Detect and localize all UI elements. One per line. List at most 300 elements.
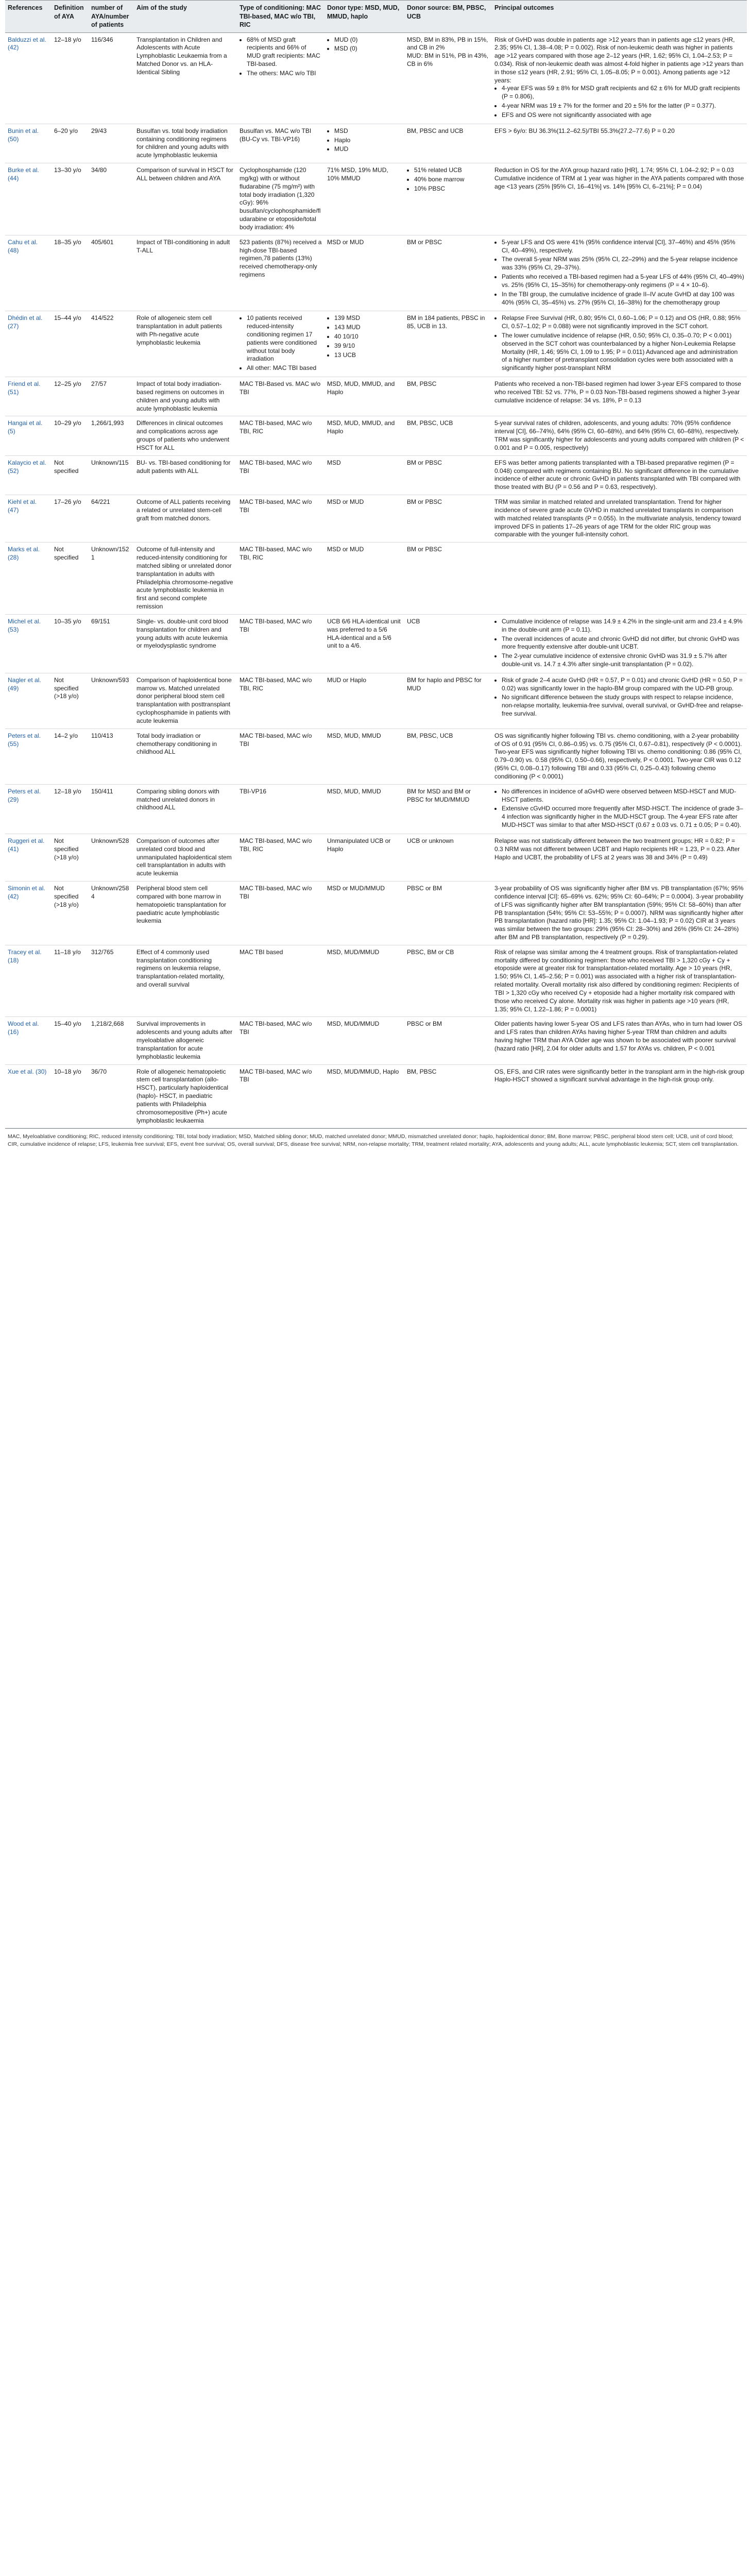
column-header: Aim of the study xyxy=(134,1,237,33)
patient-count-cell xyxy=(89,614,134,673)
conditioning-cell xyxy=(237,495,324,543)
conditioning-cell xyxy=(237,834,324,881)
cell-text: Reduction in OS for the AYA group hazard ratio [HR], 1.74; 95% CI, 1.04–2.92; P = 0.03 Cumulative incidence of TRM at 1 year was higher in the AYA patients compared with those age <13 years (25% [95% CI, 16–41%] vs. 14% [95% CI, 6–21%]; P = 0.04) xyxy=(494,166,744,190)
cell-text: MSD, BM in 83%, PB in 15%, and CB in 2% MUD: BM in 51%, PB in 43%, CB in 6% xyxy=(407,36,489,67)
cell-list-item: • 139 MSD xyxy=(334,314,402,323)
cell-text: Unmanipulated UCB or Haplo xyxy=(327,837,391,853)
header-row xyxy=(5,1,747,33)
cell-text: BM for MSD and BM or PBSC for MUD/MMUD xyxy=(407,787,471,803)
studies-table xyxy=(5,0,747,1128)
cell-list-item: • MSD xyxy=(334,127,402,135)
cell-list-item: • Haplo xyxy=(334,137,402,145)
reference-link[interactable]: Michel et al. (53) xyxy=(8,617,41,633)
table-row xyxy=(5,1064,747,1128)
table-row xyxy=(5,455,747,495)
cell-text: PBSC or BM xyxy=(407,885,442,892)
outcomes-cell xyxy=(492,1017,747,1064)
cell-text: MAC TBI-based, MAC w/o TBI xyxy=(240,732,312,748)
aya-definition-cell xyxy=(52,834,89,881)
outcomes-cell xyxy=(492,673,747,728)
cell-text: 12–18 y/o xyxy=(54,36,81,43)
cell-text: 27/57 xyxy=(91,380,107,388)
reference-link[interactable]: Cahu et al. (48) xyxy=(8,238,38,254)
cell-text: 29/43 xyxy=(91,127,107,134)
cell-text: MSD, MUD/MMUD xyxy=(327,948,380,956)
table-row xyxy=(5,163,747,235)
cell-text: MAC TBI-based, MAC w/o TBI, RIC xyxy=(240,419,312,435)
aya-definition-cell xyxy=(52,32,89,124)
column-header: References xyxy=(5,1,52,33)
cell-list-item: • EFS and OS were not significantly associated with age xyxy=(502,111,744,120)
donor-source-cell xyxy=(404,1064,492,1128)
study-aim-cell xyxy=(134,614,237,673)
reference-link[interactable]: Kiehl et al. (47) xyxy=(8,498,37,514)
reference-cell[interactable] xyxy=(5,673,52,728)
patient-count-cell xyxy=(89,543,134,615)
cell-text: BM or PBSC xyxy=(407,459,442,466)
cell-text: 5-year survival rates of children, adolescents, and young adults: 70% (95% confidence interval [CI], 66–74%), 64% (95% CI, 60–68%), and 64% (95% CI, 60–68%), respectively. TRM was significantly higher for adolescents and young adults compared with children (P < 0.001 and P = 0.005, respectively) xyxy=(494,419,744,451)
donor-source-cell xyxy=(404,124,492,163)
conditioning-cell xyxy=(237,124,324,163)
conditioning-cell xyxy=(237,614,324,673)
reference-cell[interactable] xyxy=(5,543,52,615)
cell-text: MAC TBI-based, MAC w/o TBI, RIC xyxy=(240,837,312,853)
donor-type-cell xyxy=(324,455,404,495)
cell-text: Busulfan vs. MAC w/o TBI (BU-Cy vs. TBI-VP16) xyxy=(240,127,312,143)
donor-type-cell xyxy=(324,377,404,416)
aya-definition-cell xyxy=(52,673,89,728)
reference-cell[interactable] xyxy=(5,1064,52,1128)
patient-count-cell xyxy=(89,311,134,377)
study-aim-cell xyxy=(134,784,237,834)
aya-definition-cell xyxy=(52,945,89,1017)
cell-list-item: • MSD (0) xyxy=(334,45,402,53)
outcome-text: Risk of GvHD was double in patients age >12 years than in patients age ≤12 years (HR, 2.35; 95% CI, 1.38–4.08; P = 0.002). Risk of non-leukemic death was higher in patients age >12 years compared with those age 2–12 years (HR, 1.62; 95% CI, 1.04–2.53; P = 0.034). Risk of non-leukemic death was almost 4-fold higher in patients age >12 years than in those ≤12 years (HR, 2.91; 95% CI, 1.05–8.05; P = 0.001). Among patients age >12 years: xyxy=(494,36,744,84)
cell-list-item: • The lower cumulative incidence of relapse (HR, 0.50; 95% CI, 0.35–0.70; P < 0.001) observed in the SCT cohort was counterbalanced by a higher Non-Leukemia Relapse Mortality (HR, 1.46; 95% CI, 1.09 to 1.95; P = 0.011) Advanced age and administration of a higher number of pretransplant consolidation cycles were both associated with a significantly higher post-transplant NRM xyxy=(502,332,744,372)
cell-text: Effect of 4 commonly used transplantation conditioning regimens on leukemia relapse, transplantation-related mortality, and overall survival xyxy=(136,948,225,989)
reference-cell[interactable] xyxy=(5,784,52,834)
outcomes-cell xyxy=(492,32,747,124)
conditioning-cell xyxy=(237,32,324,124)
conditioning-cell xyxy=(237,543,324,615)
aya-definition-cell xyxy=(52,784,89,834)
cell-text: 523 patients (87%) received a high-dose TBI-based regimen,78 patients (13%) received chemotherapy-only regimens xyxy=(240,238,322,279)
cell-text: Unknown/528 xyxy=(91,837,129,844)
cell-text: MSD or MUD xyxy=(327,498,364,506)
column-header: Donor source: BM, PBSC, UCB xyxy=(404,1,492,33)
outcomes-cell xyxy=(492,1064,747,1128)
conditioning-cell xyxy=(237,416,324,455)
reference-link[interactable]: Nagler et al. (49) xyxy=(8,676,41,692)
outcomes-cell xyxy=(492,416,747,455)
donor-source-cell xyxy=(404,311,492,377)
cell-text: MSD or MUD xyxy=(327,238,364,246)
cell-text: 69/151 xyxy=(91,617,110,625)
cell-text: BM for haplo and PBSC for MUD xyxy=(407,676,482,692)
conditioning-cell xyxy=(237,784,324,834)
cell-text: Comparing sibling donors with matched unrelated donors in childhood ALL xyxy=(136,787,219,811)
cell-list-item: • Relapse Free Survival (HR, 0.80; 95% CI, 0.60–1.06; P = 0.12) and OS (HR, 0.88; 95% CI, 0.57–1.02; P = 0.088) were not significantly improved in the SCT cohort. xyxy=(502,314,744,331)
cell-text: EFS was better among patients transplanted with a TBI-based preparative regimen (P = 0.048) compared with regimens containing BU. No significant difference in the cumulative incidence of either acute or chronic GvHD in patients transplanted with TBI compared with those treated with BU (P = 0.56 and P = 0.63, respectively). xyxy=(494,459,741,491)
patient-count-cell xyxy=(89,416,134,455)
donor-source-cell xyxy=(404,834,492,881)
cell-text: Comparison of survival in HSCT for ALL between children and AYA xyxy=(136,166,233,182)
patient-count-cell xyxy=(89,32,134,124)
cell-text: Outcome of ALL patients receiving a related or unrelated stem-cell graft from matched donors. xyxy=(136,498,231,522)
study-aim-cell xyxy=(134,32,237,124)
donor-type-cell xyxy=(324,32,404,124)
cell-list-item: • 10% PBSC xyxy=(414,185,489,193)
cell-text: BM or PBSC xyxy=(407,498,442,506)
study-aim-cell xyxy=(134,543,237,615)
cell-text: 312/765 xyxy=(91,948,114,956)
cell-text: 11–18 y/o xyxy=(54,948,81,956)
donor-source-cell xyxy=(404,945,492,1017)
conditioning-cell xyxy=(237,673,324,728)
cell-text: EFS > 6y/o: BU 36.3%(11.2–62.5)/TBI 55.3%(27.2–77.6) P = 0.20 xyxy=(494,127,675,134)
outcomes-cell xyxy=(492,834,747,881)
cell-list-item: • 39 9/10 xyxy=(334,342,402,350)
reference-link[interactable]: Marks et al. (28) xyxy=(8,546,40,562)
outcomes-cell xyxy=(492,124,747,163)
aya-definition-cell xyxy=(52,377,89,416)
cell-text: 14–2 y/o xyxy=(54,732,78,739)
cell-list-item: • Patients who received a TBI-based regimen had a 5-year LFS of 44% (95% CI, 40–49%) vs. 25% (95% CI, 15–35%) for chemotherapy-only regimens (P = 4 × 10–6). xyxy=(502,273,744,290)
study-aim-cell xyxy=(134,235,237,311)
aya-definition-cell xyxy=(52,543,89,615)
aya-definition-cell xyxy=(52,163,89,235)
cell-text: MSD or MUD/MMUD xyxy=(327,885,385,892)
cell-list-item: • The overall 5-year NRM was 25% (95% CI, 22–29%) and the 5-year relapse incidence was 33% (95% CI, 29–37%). xyxy=(502,256,744,272)
donor-source-cell xyxy=(404,728,492,784)
table-row xyxy=(5,945,747,1017)
donor-type-cell xyxy=(324,728,404,784)
table-row xyxy=(5,728,747,784)
donor-source-cell xyxy=(404,495,492,543)
table-row xyxy=(5,784,747,834)
table-row xyxy=(5,311,747,377)
cell-text: OS, EFS, and CIR rates were significantly better in the transplant arm in the high-risk group Haplo-HSCT showed a significant survival advantage in the high-risk group only. xyxy=(494,1067,744,1083)
cell-text: MAC TBI-based, MAC w/o TBI xyxy=(240,459,312,474)
cell-text: Total body irradiation or chemotherapy conditioning in childhood ALL xyxy=(136,732,217,756)
cell-text: MAC TBI based xyxy=(240,948,283,956)
reference-cell[interactable] xyxy=(5,377,52,416)
cell-list-item: • 13 UCB xyxy=(334,351,402,360)
study-aim-cell xyxy=(134,834,237,881)
donor-source-cell xyxy=(404,235,492,311)
reference-cell[interactable] xyxy=(5,32,52,124)
aya-definition-cell xyxy=(52,728,89,784)
aya-definition-cell xyxy=(52,455,89,495)
cell-text: 15–44 y/o xyxy=(54,314,81,322)
reference-link[interactable]: Friend et al. (51) xyxy=(8,380,41,396)
cell-text: 110/413 xyxy=(91,732,113,739)
cell-text: BM or PBSC xyxy=(407,546,442,553)
aya-definition-cell xyxy=(52,495,89,543)
table-row xyxy=(5,124,747,163)
reference-link[interactable]: Peters et al. (29) xyxy=(8,787,41,803)
table-row xyxy=(5,614,747,673)
table-row xyxy=(5,495,747,543)
reference-cell[interactable] xyxy=(5,163,52,235)
patient-count-cell xyxy=(89,495,134,543)
reference-link[interactable]: Dhédin et al. (27) xyxy=(8,314,43,330)
cell-list-item: • The others: MAC w/o TBI xyxy=(247,70,322,78)
conditioning-cell xyxy=(237,945,324,1017)
table-row xyxy=(5,543,747,615)
reference-cell[interactable] xyxy=(5,235,52,311)
reference-link[interactable]: Burke et al. (44) xyxy=(8,166,39,182)
study-aim-cell xyxy=(134,1017,237,1064)
reference-link[interactable]: Hangai et al. (5) xyxy=(8,419,43,435)
cell-text: Peripheral blood stem cell compared with bone marrow in hematopoietic transplantation for paediatric acute lymphoblastic leukemia xyxy=(136,885,227,925)
cell-text: 405/601 xyxy=(91,238,114,246)
reference-cell[interactable] xyxy=(5,124,52,163)
cell-list-item: • All other: MAC TBI based xyxy=(247,364,322,372)
cell-text: MAC TBI-based, MAC w/o TBI xyxy=(240,617,312,633)
cell-list xyxy=(494,676,744,718)
reference-cell[interactable] xyxy=(5,728,52,784)
cell-list-item: • No differences in incidence of aGvHD were observed between MSD-HSCT and MUD-HSCT patients. xyxy=(502,788,744,804)
cell-text: MSD, MUD, MMUD xyxy=(327,787,381,795)
cell-text: 17–26 y/o xyxy=(54,498,81,506)
outcomes-cell xyxy=(492,784,747,834)
aya-definition-cell xyxy=(52,614,89,673)
cell-text: BM, PBSC xyxy=(407,1067,437,1075)
reference-cell[interactable] xyxy=(5,416,52,455)
donor-type-cell xyxy=(324,495,404,543)
donor-source-cell xyxy=(404,784,492,834)
column-header: number of AYA/number of patients xyxy=(89,1,134,33)
cell-text: PBSC or BM xyxy=(407,1020,442,1028)
cell-text: 36/70 xyxy=(91,1067,107,1075)
conditioning-cell xyxy=(237,1017,324,1064)
study-aim-cell xyxy=(134,377,237,416)
cell-list-item: • 40% bone marrow xyxy=(414,176,489,184)
cell-text: BU- vs. TBI-based conditioning for adult patients with ALL xyxy=(136,459,231,474)
study-aim-cell xyxy=(134,163,237,235)
cell-text: BM, PBSC xyxy=(407,380,437,388)
cell-text: 12–18 y/o xyxy=(54,787,81,795)
cell-text: Unknown/2584 xyxy=(91,885,129,900)
reference-cell[interactable] xyxy=(5,945,52,1017)
aya-definition-cell xyxy=(52,882,89,945)
cell-text: Unknown/593 xyxy=(91,676,129,684)
cell-text: 116/346 xyxy=(91,36,113,43)
cell-text: 71% MSD, 19% MUD, 10% MMUD xyxy=(327,166,388,182)
table-row xyxy=(5,834,747,881)
cell-list xyxy=(240,36,322,78)
cell-text: PBSC, BM or CB xyxy=(407,948,454,956)
cell-list xyxy=(494,618,744,669)
donor-type-cell xyxy=(324,543,404,615)
cell-text: UCB or unknown xyxy=(407,837,454,844)
outcomes-cell xyxy=(492,377,747,416)
column-header: Donor type: MSD, MUD, MMUD, haplo xyxy=(324,1,404,33)
table-container xyxy=(5,0,747,1153)
patient-count-cell xyxy=(89,1064,134,1128)
cell-text: MSD or MUD xyxy=(327,546,364,553)
cell-text: BM, PBSC, UCB xyxy=(407,732,453,739)
cell-list xyxy=(407,166,489,193)
aya-definition-cell xyxy=(52,235,89,311)
cell-text: Transplantation in Children and Adolescents with Acute Lymphoblastic Leukaemia from a Matched Donor vs. an HLA-Identical Sibling xyxy=(136,36,227,76)
reference-link[interactable]: Peters et al. (55) xyxy=(8,732,41,748)
reference-link[interactable]: Kalaycio et al. (52) xyxy=(8,459,46,474)
patient-count-cell xyxy=(89,945,134,1017)
study-aim-cell xyxy=(134,455,237,495)
table-row xyxy=(5,377,747,416)
cell-list-item: • 5-year LFS and OS were 41% (95% confidence interval [CI], 37–46%) and 45% (95% CI, 40–49%), respectively. xyxy=(502,239,744,255)
cell-text: Impact of TBI-conditioning in adult T-ALL xyxy=(136,238,230,254)
cell-text: 13–30 y/o xyxy=(54,166,81,174)
reference-cell[interactable] xyxy=(5,834,52,881)
column-header: Definition of AYA xyxy=(52,1,89,33)
cell-text: Outcome of full-intensity and reduced-intensity conditioning for matched sibling or unrelated donor transplantation in adults with Philadelphia chromosome-negative acute lymphoblastic leukemia in first and second complete remission xyxy=(136,546,233,611)
cell-text: 1,266/1,993 xyxy=(91,419,124,427)
study-aim-cell xyxy=(134,416,237,455)
cell-list xyxy=(494,239,744,307)
cell-text: Unknown/115 xyxy=(91,459,129,466)
cell-text: MSD, MUD, MMUD xyxy=(327,732,381,739)
patient-count-cell xyxy=(89,1017,134,1064)
cell-list xyxy=(494,84,744,119)
cell-text: OS was significantly higher following TBI vs. chemo conditioning, with a 2-year probability of OS of 0.91 (95% CI, 0.86–0.95) vs. 0.75 (95% CI, 0.67–0.81), respectively (P < 0.0001). Two-year EFS was significantly higher following TBI vs. chemo conditioning: 0.86 (95% CI, 0.79–0.90) vs. 0.58 (95% CI, 0.50–0.66), respectively, P < 0.0001. Two-year CIR was 0.12 (95% CI, 0.08–0.17) following TBI and 0.33 (95% CI, 0.25–0.43) following chemo conditioning (P < 0.0001) xyxy=(494,732,742,780)
study-aim-cell xyxy=(134,945,237,1017)
cell-text: Risk of relapse was similar among the 4 treatment groups. Risk of transplantation-related mortality differed by conditioning regimen: those who received TBI > 1,320 cGy + Cy + etoposide were at greater risk for transplantation-related mortality. Age > 10 years (HR, 1.50; 95% CI, 1.45–2.56; P = 0.001) was associated with a higher risk of transplantation-related mortality. Overall mortality risk also differed by conditioning regimen: Recipients of TBI > 1,320 cGy who received Cy + etoposide had a higher mortality risk compared with those who received Cy alone. Mortality risk was higher in patients age >10 years (HR, 1.35; 95% CI, 1.22–1.86; P = 0.0001) xyxy=(494,948,739,1013)
donor-source-cell xyxy=(404,673,492,728)
cell-list-item: • MUD (0) xyxy=(334,36,402,44)
donor-source-cell xyxy=(404,1017,492,1064)
reference-cell[interactable] xyxy=(5,455,52,495)
conditioning-cell xyxy=(237,163,324,235)
cell-text: BM, PBSC, UCB xyxy=(407,419,453,427)
cell-text: 1,218/2,668 xyxy=(91,1020,124,1028)
cell-text: MSD, MUD, MMUD, and Haplo xyxy=(327,380,395,396)
cell-text: MUD or Haplo xyxy=(327,676,367,684)
table-row xyxy=(5,416,747,455)
patient-count-cell xyxy=(89,882,134,945)
cell-list-item: • 10 patients received reduced-intensity conditioning regimen 17 patients were conditioned without total body irradiation xyxy=(247,314,322,363)
reference-link[interactable]: Xue et al. (30) xyxy=(8,1067,47,1075)
cell-list xyxy=(494,788,744,829)
cell-list-item: • 143 MUD xyxy=(334,324,402,332)
cell-text: Cyclophosphamide (120 mg/kg) with or without fludarabine (75 mg/m²) with total body irradiation (1,320 cGy): 96% busulfan/cyclophosphamide/fludarabine or etoposide/total body irradiation: 4% xyxy=(240,166,321,231)
study-aim-cell xyxy=(134,311,237,377)
cell-list xyxy=(327,127,402,154)
patient-count-cell xyxy=(89,784,134,834)
reference-link[interactable]: Tracey et al. (18) xyxy=(8,948,42,964)
reference-cell[interactable] xyxy=(5,1017,52,1064)
donor-type-cell xyxy=(324,311,404,377)
conditioning-cell xyxy=(237,455,324,495)
cell-text: Not specified (>18 y/o) xyxy=(54,837,79,861)
table-row xyxy=(5,235,747,311)
cell-text: MAC TBI-based, MAC w/o TBI xyxy=(240,1020,312,1036)
cell-text: BM, PBSC and UCB xyxy=(407,127,464,134)
study-aim-cell xyxy=(134,495,237,543)
reference-link[interactable]: Balduzzi et al. (42) xyxy=(8,36,46,52)
reference-cell[interactable] xyxy=(5,614,52,673)
outcomes-cell xyxy=(492,311,747,377)
cell-text: Unknown/1521 xyxy=(91,546,129,562)
donor-source-cell xyxy=(404,416,492,455)
cell-text: Not specified (>18 y/o) xyxy=(54,676,79,700)
reference-cell[interactable] xyxy=(5,495,52,543)
cell-list xyxy=(327,314,402,359)
patient-count-cell xyxy=(89,673,134,728)
cell-text: 10–29 y/o xyxy=(54,419,81,427)
cell-text: Differences in clinical outcomes and complications across age groups of patients who underwent HSCT for ALL xyxy=(136,419,230,451)
donor-type-cell xyxy=(324,235,404,311)
cell-text: 15–40 y/o xyxy=(54,1020,81,1028)
cell-text: MSD, MUD, MMUD, and Haplo xyxy=(327,419,395,435)
donor-type-cell xyxy=(324,1064,404,1128)
cell-text: MAC TBI-based, MAC w/o TBI xyxy=(240,1067,312,1083)
reference-link[interactable]: Wood et al. (16) xyxy=(8,1020,39,1036)
table-row xyxy=(5,32,747,124)
cell-list xyxy=(327,36,402,54)
reference-cell[interactable] xyxy=(5,882,52,945)
conditioning-cell xyxy=(237,1064,324,1128)
cell-list-item: • In the TBI group, the cumulative incidence of grade II–IV acute GvHD at day 100 was 40% (95% CI, 35–45%) vs. 27% (95% CI, 16–38%) for the chemotherapy group xyxy=(502,291,744,307)
cell-text: Comparison of outcomes after unrelated cord blood and unmanipulated haploidentical stem cell transplantation in adults with acute leukemia xyxy=(136,837,232,877)
cell-text: MAC TBI-based, MAC w/o TBI xyxy=(240,885,312,900)
conditioning-cell xyxy=(237,728,324,784)
cell-text: Role of allogeneic stem cell transplantation in adult patients with Ph-negative acute lymphoblastic leukemia xyxy=(136,314,223,346)
cell-list-item: • Cumulative incidence of relapse was 14.9 ± 4.2% in the single-unit arm and 23.4 ± 4.9% in the double-unit arm (P = 0.11). xyxy=(502,618,744,634)
reference-link[interactable]: Ruggeri et al. (41) xyxy=(8,837,45,853)
cell-text: Single- vs. double-unit cord blood transplantation for children and young adults with acute leukemia or myelodysplastic syndrome xyxy=(136,617,229,650)
cell-text: 10–18 y/o xyxy=(54,1067,81,1075)
patient-count-cell xyxy=(89,235,134,311)
cell-list-item: • 51% related UCB xyxy=(414,166,489,175)
study-aim-cell xyxy=(134,1064,237,1128)
table-body xyxy=(5,32,747,1128)
reference-link[interactable]: Simonin et al. (42) xyxy=(8,885,45,900)
cell-text: BM in 184 patients, PBSC in 85, UCB in 13. xyxy=(407,314,485,330)
cell-list-item: • MUD xyxy=(334,145,402,154)
cell-list-item: • No significant difference between the study groups with respect to relapse incidence, non-relapse mortality, leukemia-free survival, overall survival, or GvHD-free and relapse-free survival. xyxy=(502,693,744,718)
patient-count-cell xyxy=(89,124,134,163)
cell-text: UCB 6/6 HLA-identical unit was preferred to a 5/6 HLA-identical and a 5/6 unit to a 4/6. xyxy=(327,617,401,650)
outcomes-cell xyxy=(492,163,747,235)
donor-source-cell xyxy=(404,455,492,495)
donor-source-cell xyxy=(404,543,492,615)
cell-text: Comparison of haploidentical bone marrow vs. Matched unrelated donor peripheral blood stem cell transplantation with posttransplant cyclophosphamide in patients with acute leukemia xyxy=(136,676,232,724)
cell-text: Not specified (>18 y/o) xyxy=(54,885,79,908)
cell-text: 12–25 y/o xyxy=(54,380,81,388)
donor-type-cell xyxy=(324,416,404,455)
donor-type-cell xyxy=(324,673,404,728)
conditioning-cell xyxy=(237,235,324,311)
reference-link[interactable]: Bunin et al. (50) xyxy=(8,127,39,143)
cell-list-item: • Extensive cGvHD occurred more frequently after MSD-HSCT. The incidence of grade 3–4 infection was significantly higher in the MUD-HSCT group. The 4-year EFS rate after MUD-HSCT was similar to that after MSD-HSCT (0.67 ± 0.03 vs. 0.71 ± 0.05; P = 0.40). xyxy=(502,805,744,829)
cell-list-item: • 4-year NRM was 19 ± 7% for the former and 20 ± 5% for the latter (P = 0.377). xyxy=(502,102,744,110)
donor-type-cell xyxy=(324,163,404,235)
cell-text: MAC TBI-based, MAC w/o TBI, RIC xyxy=(240,546,312,562)
patient-count-cell xyxy=(89,728,134,784)
cell-text: BM or PBSC xyxy=(407,238,442,246)
donor-source-cell xyxy=(404,377,492,416)
cell-text: 3-year probability of OS was significantly higher after BM vs. PB transplantation (67%; 95% confidence interval [CI]: 65–69% vs. 62%; 95% CI: 60–64%; P = 0.0004). 3-year probability of LFS was significantly higher after BM transplantation (59%; 95% CI: 58–60%) than after PB transplantation (54%; 95% CI: 53–55%; P = 0.0007). NRM was significantly higher after PB transplantation (hazard ratio [HR]: 1.35; 95% CI: 1.04–1.93; P = 0.02) CIR at 3 years was similar between the two groups: 29% (95% CI: 28–30%) and 26% (95% CI: 24–28%) after BM and PB transplantation, respectively (P = 0.29). xyxy=(494,885,744,941)
table-row xyxy=(5,882,747,945)
conditioning-cell xyxy=(237,311,324,377)
conditioning-cell xyxy=(237,882,324,945)
cell-text: MSD, MUD/MMUD, Haplo xyxy=(327,1067,399,1075)
table-header xyxy=(5,1,747,33)
reference-cell[interactable] xyxy=(5,311,52,377)
